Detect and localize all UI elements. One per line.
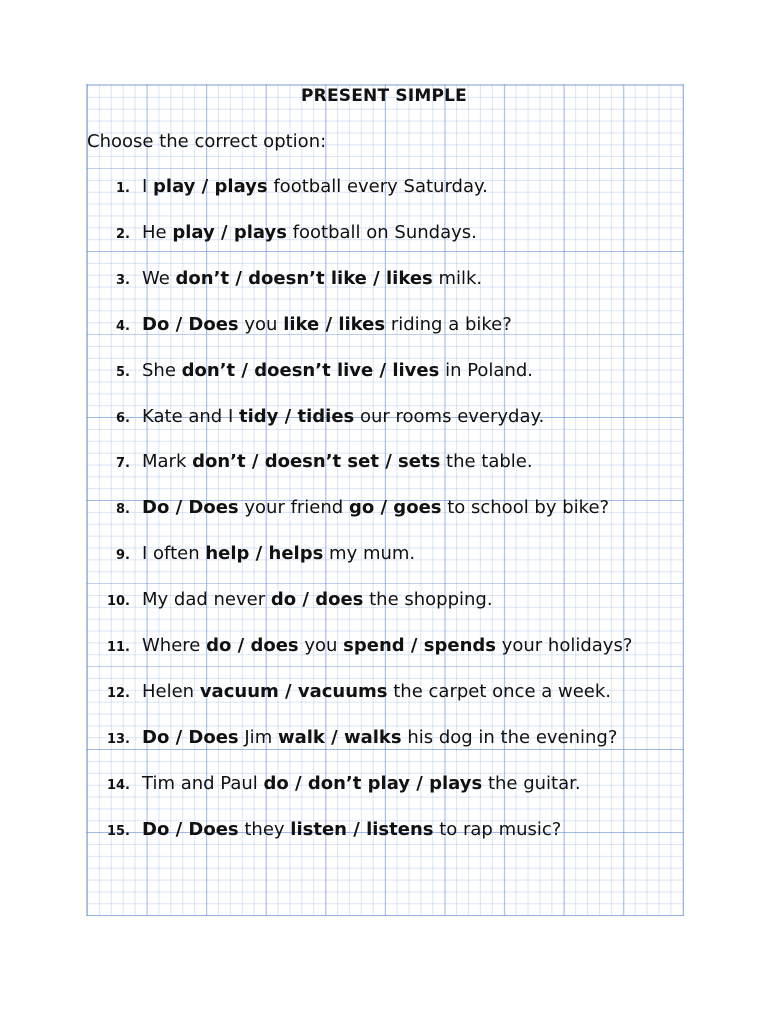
answer-options: don’t / doesn’t like / likes [175, 267, 433, 289]
exercise-number: 15. [106, 823, 130, 839]
answer-options: vacuum / vacuums [199, 680, 388, 702]
answer-options: help / helps [205, 543, 324, 565]
exercise-sentence: She don’t / doesn’t live / lives in Poland. [142, 359, 534, 381]
exercise-number: 7. [116, 456, 130, 472]
exercise-sentence: Do / Does they listen / listens to rap music? [142, 818, 562, 840]
answer-options: Do / Does [142, 497, 239, 519]
exercise-number: 9. [116, 548, 130, 564]
worksheet-instruction: Choose the correct option: [87, 131, 327, 152]
exercise-number: 5. [116, 364, 130, 380]
answer-options: Do / Does [142, 726, 239, 748]
answer-options: do / does [206, 635, 299, 656]
answer-options: don’t / doesn’t live / lives [181, 359, 440, 381]
exercise-number: 12. [106, 685, 130, 701]
exercise-number: 2. [116, 226, 130, 242]
exercise-sentence: He play / plays football on Sundays. [142, 221, 477, 243]
answer-options: go / goes [348, 497, 442, 519]
exercise-number: 8. [116, 502, 130, 518]
answer-options: walk / walks [277, 726, 402, 748]
answer-options: like / likes [283, 313, 386, 335]
exercise-number: 6. [116, 410, 130, 426]
exercise-sentence: Mark don’t / doesn’t set / sets the table. [142, 451, 533, 473]
exercise-sentence: Where do / does you spend / spends your holidays? [142, 635, 633, 656]
exercise-sentence: Do / Does you like / likes riding a bike? [142, 313, 512, 335]
exercise-sentence: I play / plays football every Saturday. [142, 176, 488, 197]
exercise-sentence: Kate and I tidy / tidies our rooms everyday. [142, 405, 545, 427]
exercise-number: 10. [106, 594, 130, 610]
answer-options: Do / Does [142, 313, 239, 335]
answer-options: spend / spends [343, 635, 496, 656]
answer-options: Do / Does [142, 818, 239, 840]
answer-options: do / don’t play / plays [263, 772, 483, 794]
exercise-number: 11. [106, 640, 130, 655]
exercise-sentence: Helen vacuum / vacuums the carpet once a week. [142, 680, 612, 702]
exercise-number: 14. [106, 777, 130, 793]
exercise-sentence: My dad never do / does the shopping. [142, 589, 493, 611]
answer-options: play / plays [153, 176, 268, 197]
answer-options: tidy / tidies [239, 405, 355, 427]
exercise-number: 4. [116, 318, 130, 334]
answer-options: do / does [270, 589, 364, 611]
answer-options: don’t / doesn’t set / sets [192, 451, 441, 473]
exercise-number: 3. [116, 272, 130, 288]
exercise-sentence: Do / Does your friend go / goes to school by bike? [142, 497, 610, 519]
exercise-sentence: Tim and Paul do / don’t play / plays the guitar. [142, 772, 581, 794]
exercise-sentence: I often help / helps my mum. [142, 543, 416, 565]
exercise-number: 13. [106, 731, 130, 747]
answer-options: play / plays [172, 221, 287, 243]
exercise-sentence: We don’t / doesn’t like / likes milk. [142, 267, 483, 289]
worksheet-title: PRESENT SIMPLE [301, 86, 467, 106]
exercise-number: 1. [116, 181, 130, 196]
exercise-sentence: Do / Does Jim walk / walks his dog in the evening? [142, 726, 618, 748]
answer-options: listen / listens [290, 818, 434, 840]
